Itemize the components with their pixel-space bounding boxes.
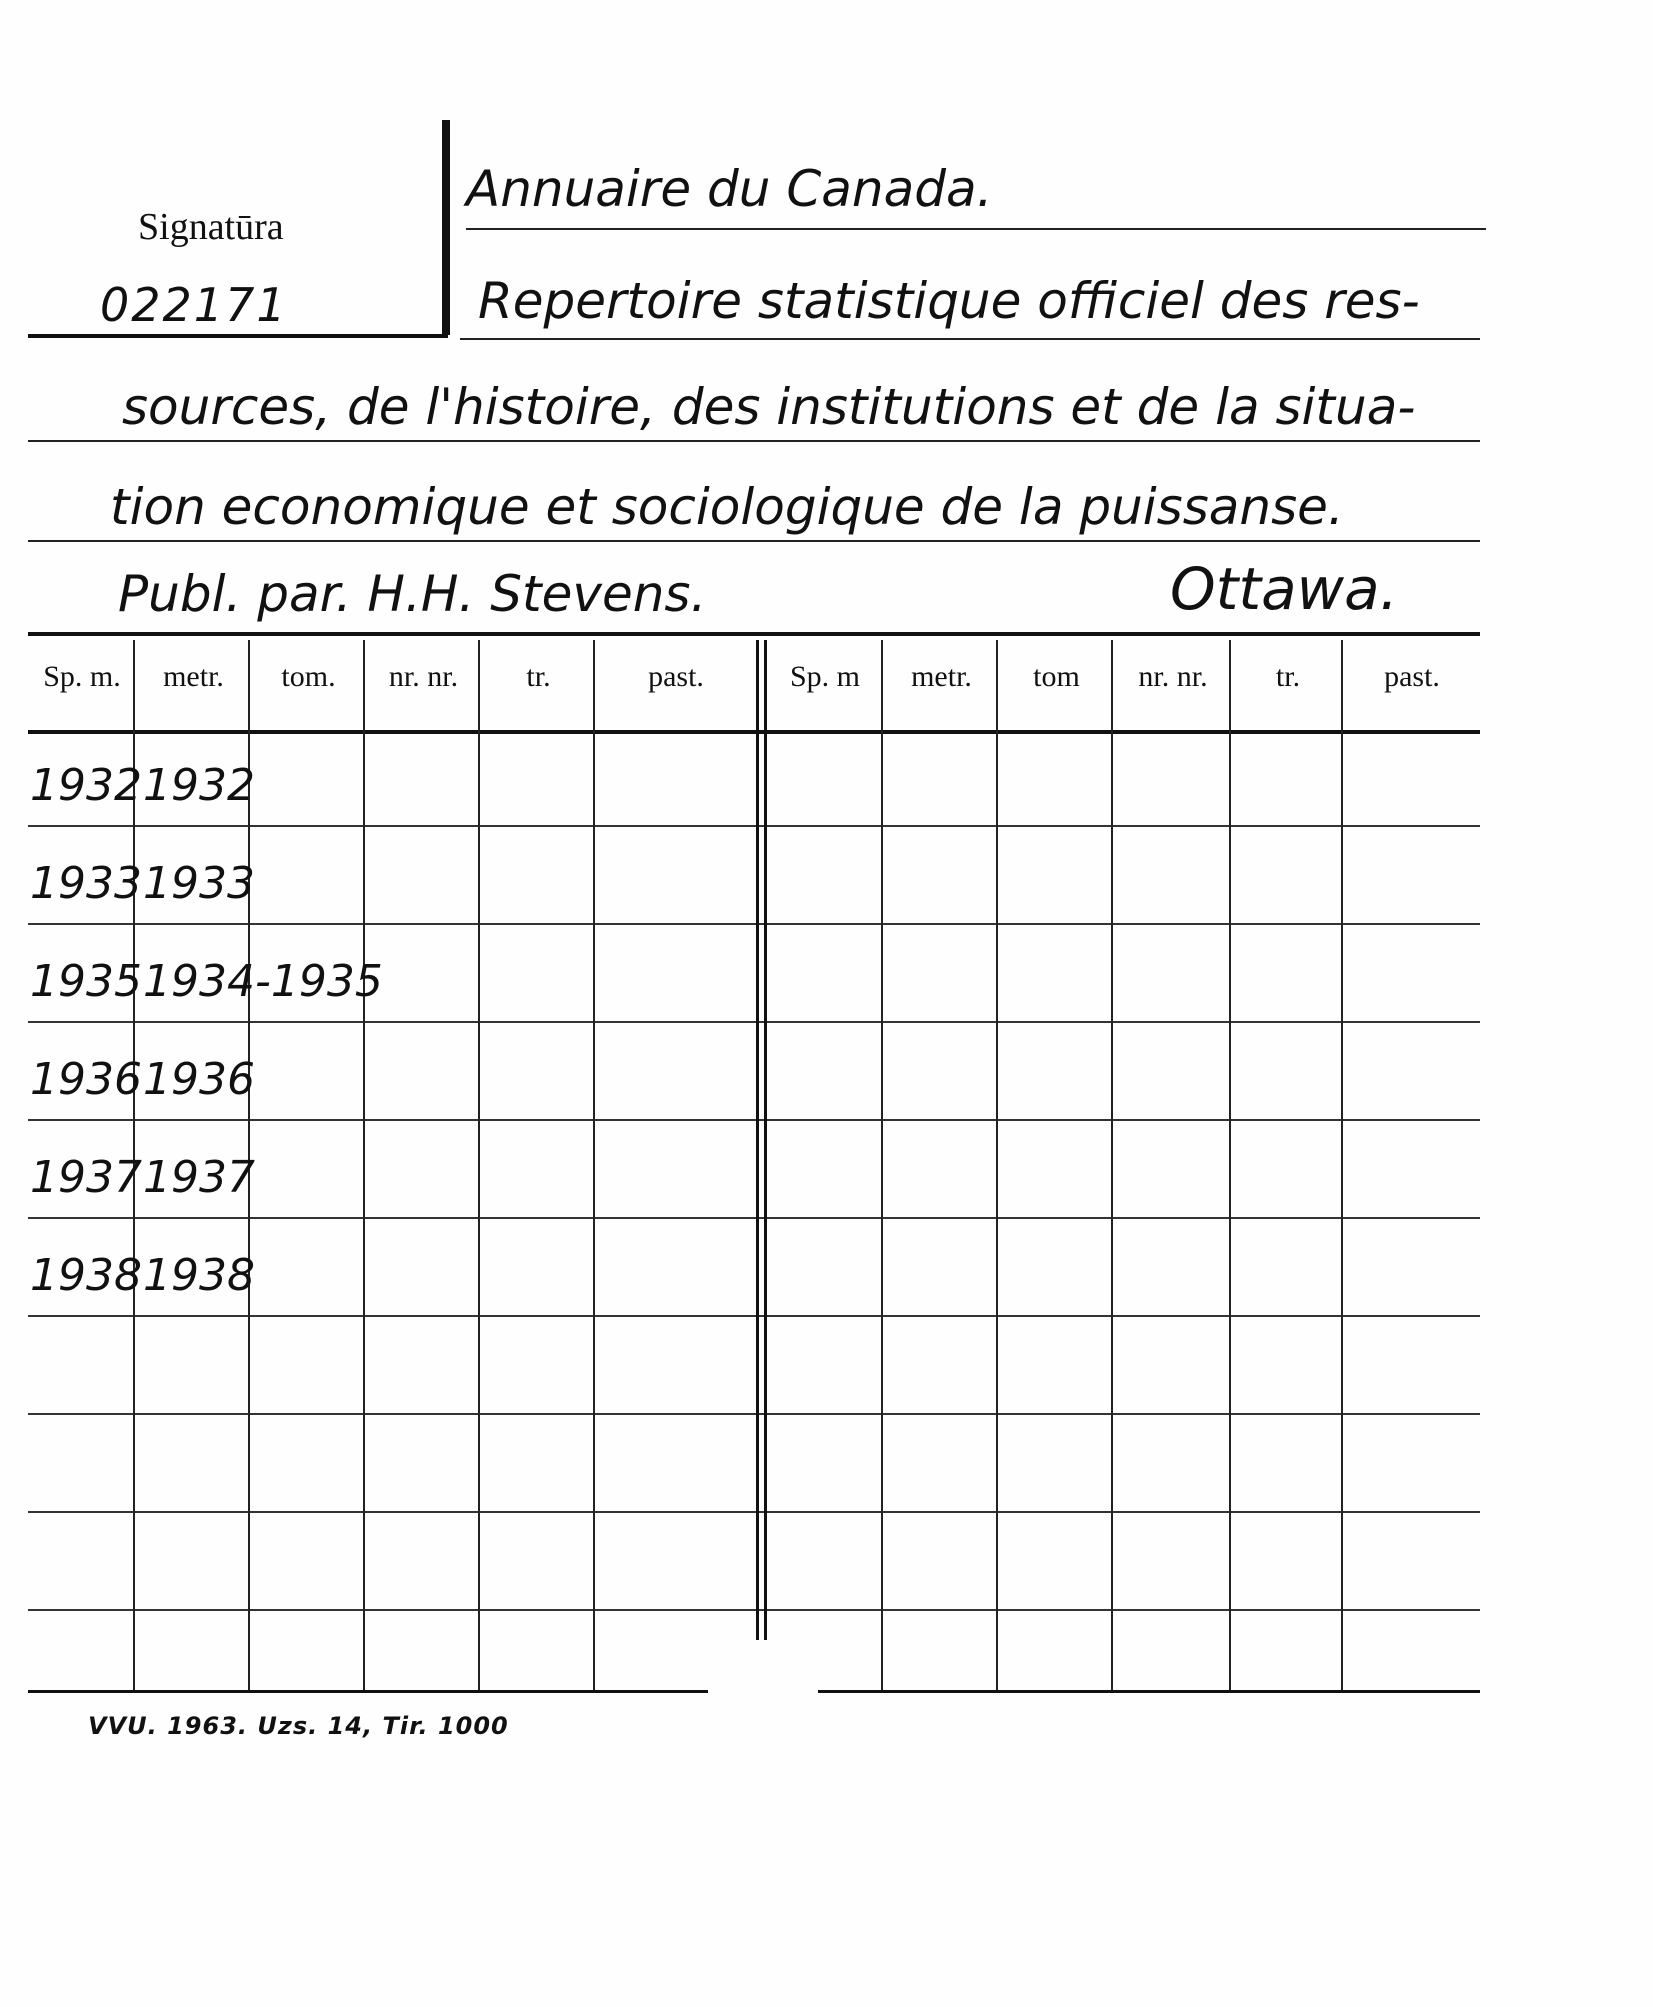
col-header-metr: metr. xyxy=(163,660,224,693)
entry-metr: 1936 xyxy=(143,1054,255,1105)
entry-sp-m: 1932 xyxy=(30,760,142,811)
printer-code: VVU. 1963. Uzs. 14, Tir. 1000 xyxy=(88,1712,509,1740)
signature-label: Signatūra xyxy=(138,206,284,248)
publisher-line: Publ. par. H.H. Stevens. xyxy=(118,565,707,623)
row-rule xyxy=(28,825,1480,827)
col-header-tr: tr. xyxy=(526,660,551,693)
entry-metr: 1937 xyxy=(143,1152,255,1203)
place-of-publication: Ottawa. xyxy=(1170,555,1399,623)
title-rule-4 xyxy=(28,540,1480,542)
row-rule xyxy=(28,1413,1480,1415)
entry-sp-m: 1938 xyxy=(30,1250,142,1301)
column-divider xyxy=(1229,640,1231,1690)
row-rule xyxy=(28,1315,1480,1317)
table-bottom-rule-left xyxy=(28,1690,708,1693)
signature-value: 022171 xyxy=(100,278,288,332)
title-line-4: tion economique et sociologique de la puissanse. xyxy=(110,478,1344,536)
entry-sp-m: 1937 xyxy=(30,1152,142,1203)
row-rule xyxy=(28,1609,1480,1611)
title-line-1: Annuaire du Canada. xyxy=(466,160,993,218)
entry-metr: 1933 xyxy=(143,858,255,909)
column-divider xyxy=(478,640,480,1690)
row-rule xyxy=(28,1217,1480,1219)
row-rule xyxy=(28,1119,1480,1121)
double-divider-left xyxy=(756,640,759,1640)
header-bottom-rule xyxy=(28,730,1480,734)
col-header-tom: tom. xyxy=(281,660,336,693)
table-bottom-rule-right xyxy=(818,1690,1480,1693)
row-rule xyxy=(28,1021,1480,1023)
col-header-nr-nr-right: nr. nr. xyxy=(1138,660,1208,693)
title-rule-2 xyxy=(460,338,1480,340)
title-line-3: sources, de l'histoire, des institutions et de la situa- xyxy=(122,378,1416,436)
col-header-metr-right: metr. xyxy=(911,660,972,693)
column-divider xyxy=(363,640,365,1690)
col-header-past: past. xyxy=(648,660,704,693)
col-header-past-right: past. xyxy=(1384,660,1440,693)
entry-metr: 1932 xyxy=(143,760,255,811)
title-rule-3 xyxy=(28,440,1480,442)
column-divider xyxy=(881,640,883,1690)
col-header-sp-m-right: Sp. m xyxy=(789,660,861,693)
row-rule xyxy=(28,923,1480,925)
signature-underline xyxy=(28,334,448,338)
entry-metr: 1938 xyxy=(143,1250,255,1301)
entry-metr: 1934-1935 xyxy=(143,956,383,1007)
title-line-2: Repertoire statistique officiel des res- xyxy=(478,272,1420,330)
col-header-tom-right: tom xyxy=(1033,660,1080,693)
row-rule xyxy=(28,1511,1480,1513)
double-divider-right xyxy=(764,640,767,1640)
col-header-nr-nr: nr. nr. xyxy=(388,660,459,693)
column-divider xyxy=(1341,640,1343,1690)
entry-sp-m: 1933 xyxy=(30,858,142,909)
col-header-tr-right: tr. xyxy=(1275,660,1301,693)
header-divider xyxy=(442,120,450,335)
title-rule-1 xyxy=(466,228,1486,230)
column-divider xyxy=(996,640,998,1690)
col-header-sp-m: Sp. m. xyxy=(43,660,121,693)
entry-sp-m: 1935 xyxy=(30,956,142,1007)
column-divider xyxy=(1111,640,1113,1690)
entry-sp-m: 1936 xyxy=(30,1054,142,1105)
column-divider xyxy=(593,640,595,1690)
holdings-table xyxy=(28,635,1480,1705)
